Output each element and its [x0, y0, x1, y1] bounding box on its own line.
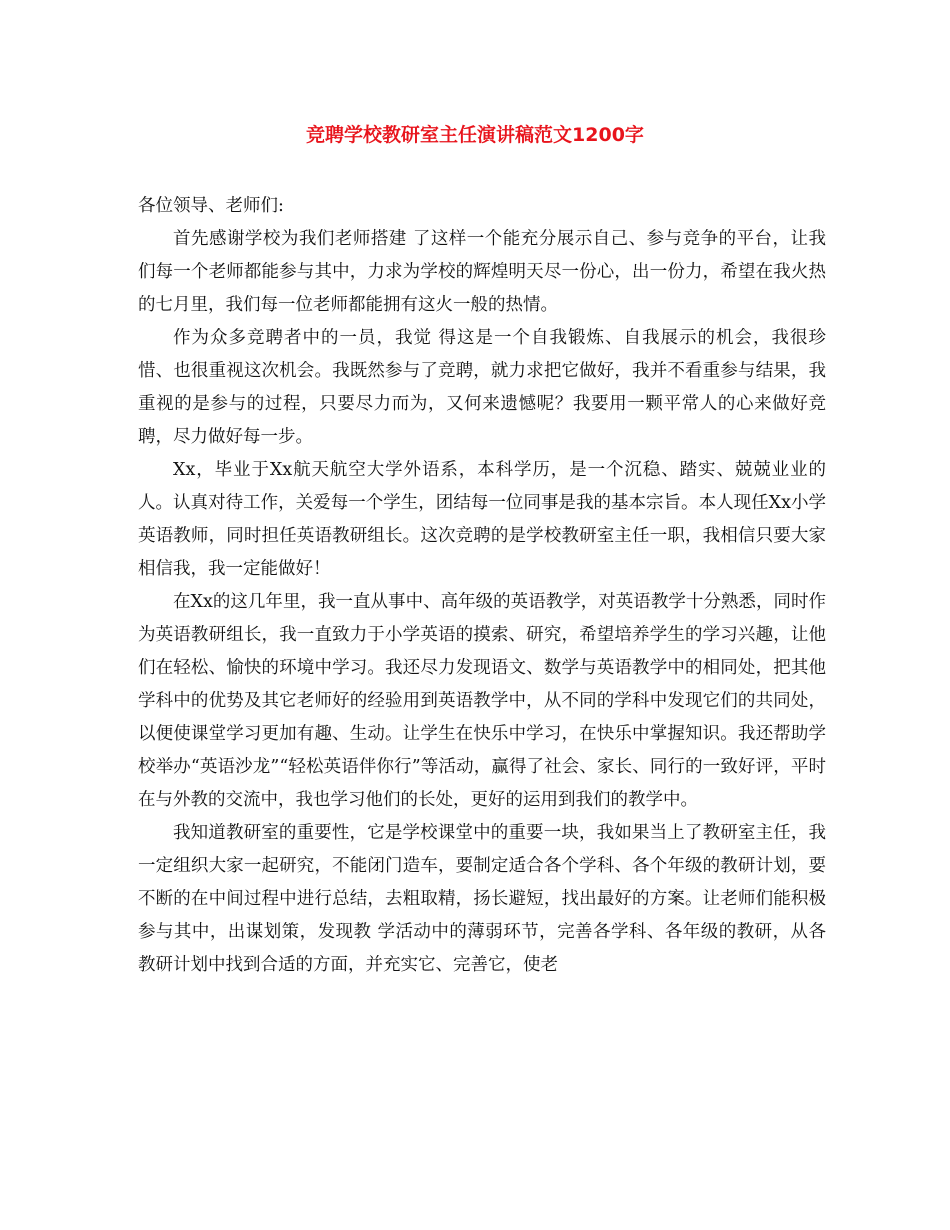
- paragraph-2: 作为众多竞聘者中的一员，我觉 得这是一个自我锻炼、自我展示的机会，我很珍惜、也很重视这次机会。我既然参与了竞聘，就力求把它做好，我并不看重参与结果，我重视的是参与的过程，只要尽力而为，又何来遗憾呢？我要用一颗平常人的心来做好竞聘，尽力做好每一步。: [138, 328, 826, 447]
- paragraph-3: Xx，毕业于Xx航天航空大学外语系，本科学历，是一个沉稳、踏实、兢兢业业的人。认真对待工作，关爱每一个学生，团结每一位同事是我的基本宗旨。本人现任Xx小学英语教师，同时担任英语教研组长。这次竞聘的是学校教研室主任一职，我相信只要大家相信我，我一定能做好！: [138, 460, 826, 579]
- paragraph-5: 我知道教研室的重要性，它是学校课堂中的重要一块，我如果当上了教研室主任，我一定组织大家一起研究，不能闭门造车，要制定适合各个学科、各个年级的教研计划，要不断的在中间过程中进行总结，去粗取精，扬长避短，找出最好的方案。让老师们能积极参与其中，出谋划策，发现教 学活动中的薄弱环节，完善各学科、各年级的教研，从各教研计划中找到合适的方面，并充实它、完善它，使老: [138, 823, 826, 975]
- salutation: 各位领导、老师们:: [138, 196, 284, 216]
- paragraph-1: 首先感谢学校为我们老师搭建 了这样一个能充分展示自己、参与竞争的平台，让我们每一个老师都能参与其中，力求为学校的辉煌明天尽一份心，出一份力，希望在我火热的七月里，我们每一位老师都能拥有这火一般的热情。: [138, 229, 826, 315]
- document-title: 竞聘学校教研室主任演讲稿范文1200字: [306, 124, 644, 146]
- document-body: [138, 190, 826, 982]
- paragraph-4: 在Xx的这几年里，我一直从事中、高年级的英语教学，对英语教学十分熟悉，同时作为英语教研组长，我一直致力于小学英语的摸索、研究，希望培养学生的学习兴趣，让他们在轻松、愉快的环境中学习。我还尽力发现语文、数学与英语教学中的相同处，把其他学科中的优势及其它老师好的经验用到英语教学中，从不同的学科中发现它们的共同处，以便使课堂学习更加有趣、生动。让学生在快乐中学习，在快乐中掌握知识。我还帮助学校举办“英语沙龙”“轻松英语伴你行”等活动，赢得了社会、家长、同行的一致好评，平时在与外教的交流中，我也学习他们的长处，更好的运用到我们的教学中。: [138, 592, 826, 810]
